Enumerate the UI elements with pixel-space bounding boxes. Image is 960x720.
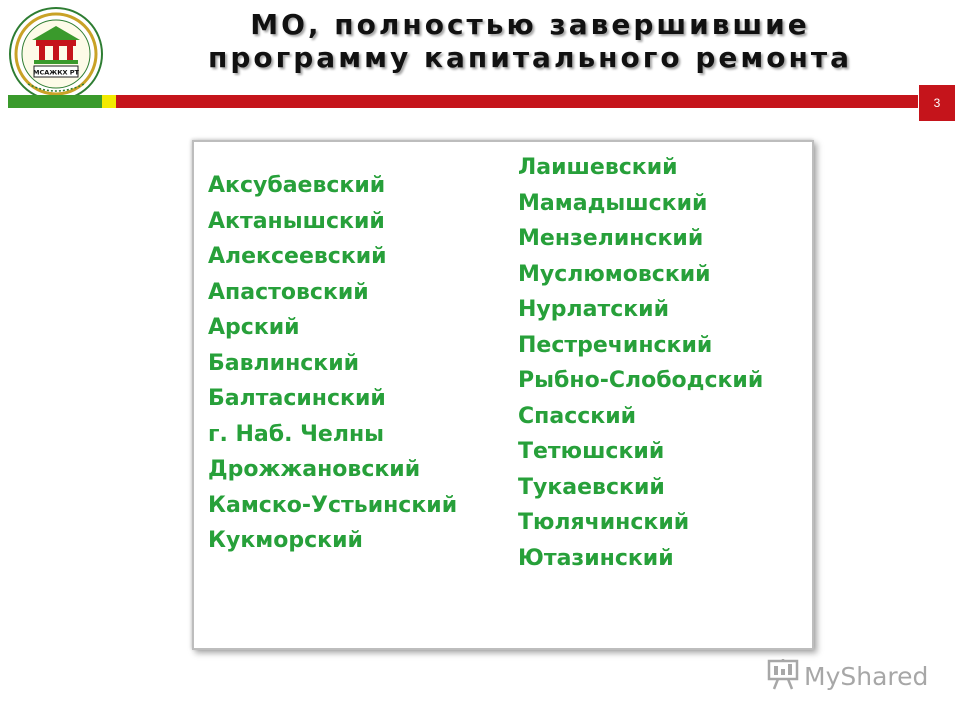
municipality-item: Спасский	[518, 403, 637, 429]
municipality-item: Апастовский	[208, 279, 369, 305]
municipality-item: Балтасинский	[208, 386, 386, 411]
myshared-watermark	[766, 656, 928, 696]
presentation-board-icon	[766, 657, 800, 695]
organization-seal-logo	[8, 6, 104, 102]
page-number-badge: 3	[918, 84, 956, 122]
municipalities-left-column	[208, 168, 457, 559]
stripe-red-segment	[116, 95, 924, 108]
municipality-item: Тетюшский	[518, 439, 665, 464]
municipalities-list-box	[192, 140, 814, 650]
municipalities-right-column	[518, 150, 763, 576]
municipality-item: Тукаевский	[518, 474, 665, 500]
stripe-yellow-segment	[102, 95, 116, 108]
municipality-item: г. Наб. Челны	[208, 421, 385, 447]
municipality-item: Нурлатский	[518, 297, 670, 322]
slide-title	[120, 8, 940, 74]
stripe-green-segment	[8, 95, 102, 108]
municipality-item: Бавлинский	[208, 350, 360, 376]
municipality-item: Аксубаевский	[208, 173, 386, 198]
municipality-item: Камско-Устьинский	[208, 492, 458, 518]
slide-title-line-2: программу капитального ремонта	[208, 41, 852, 74]
municipality-item: Дрожжановский	[208, 457, 421, 482]
municipality-item: Мамадышский	[518, 190, 708, 216]
municipality-item: Рыбно-Слободский	[518, 368, 764, 393]
municipality-item: Ютазинский	[518, 545, 674, 571]
municipality-item: Тюлячинский	[518, 510, 690, 535]
municipality-item: Мензелинский	[518, 226, 704, 251]
logo-banner-text: МСАЖКХ РТ	[32, 68, 80, 77]
watermark-text: MyShared	[804, 661, 929, 691]
municipality-item: Пестречинский	[518, 332, 713, 358]
municipality-item: Лаишевский	[518, 155, 678, 180]
municipality-item: Кукморский	[208, 528, 363, 553]
municipality-item: Алексеевский	[208, 244, 387, 269]
municipality-item: Арский	[208, 315, 300, 340]
municipality-item: Актанышский	[208, 208, 385, 234]
slide-title-line-1: МО, полностью завершившие	[250, 8, 810, 41]
municipality-item: Муслюмовский	[518, 261, 711, 287]
